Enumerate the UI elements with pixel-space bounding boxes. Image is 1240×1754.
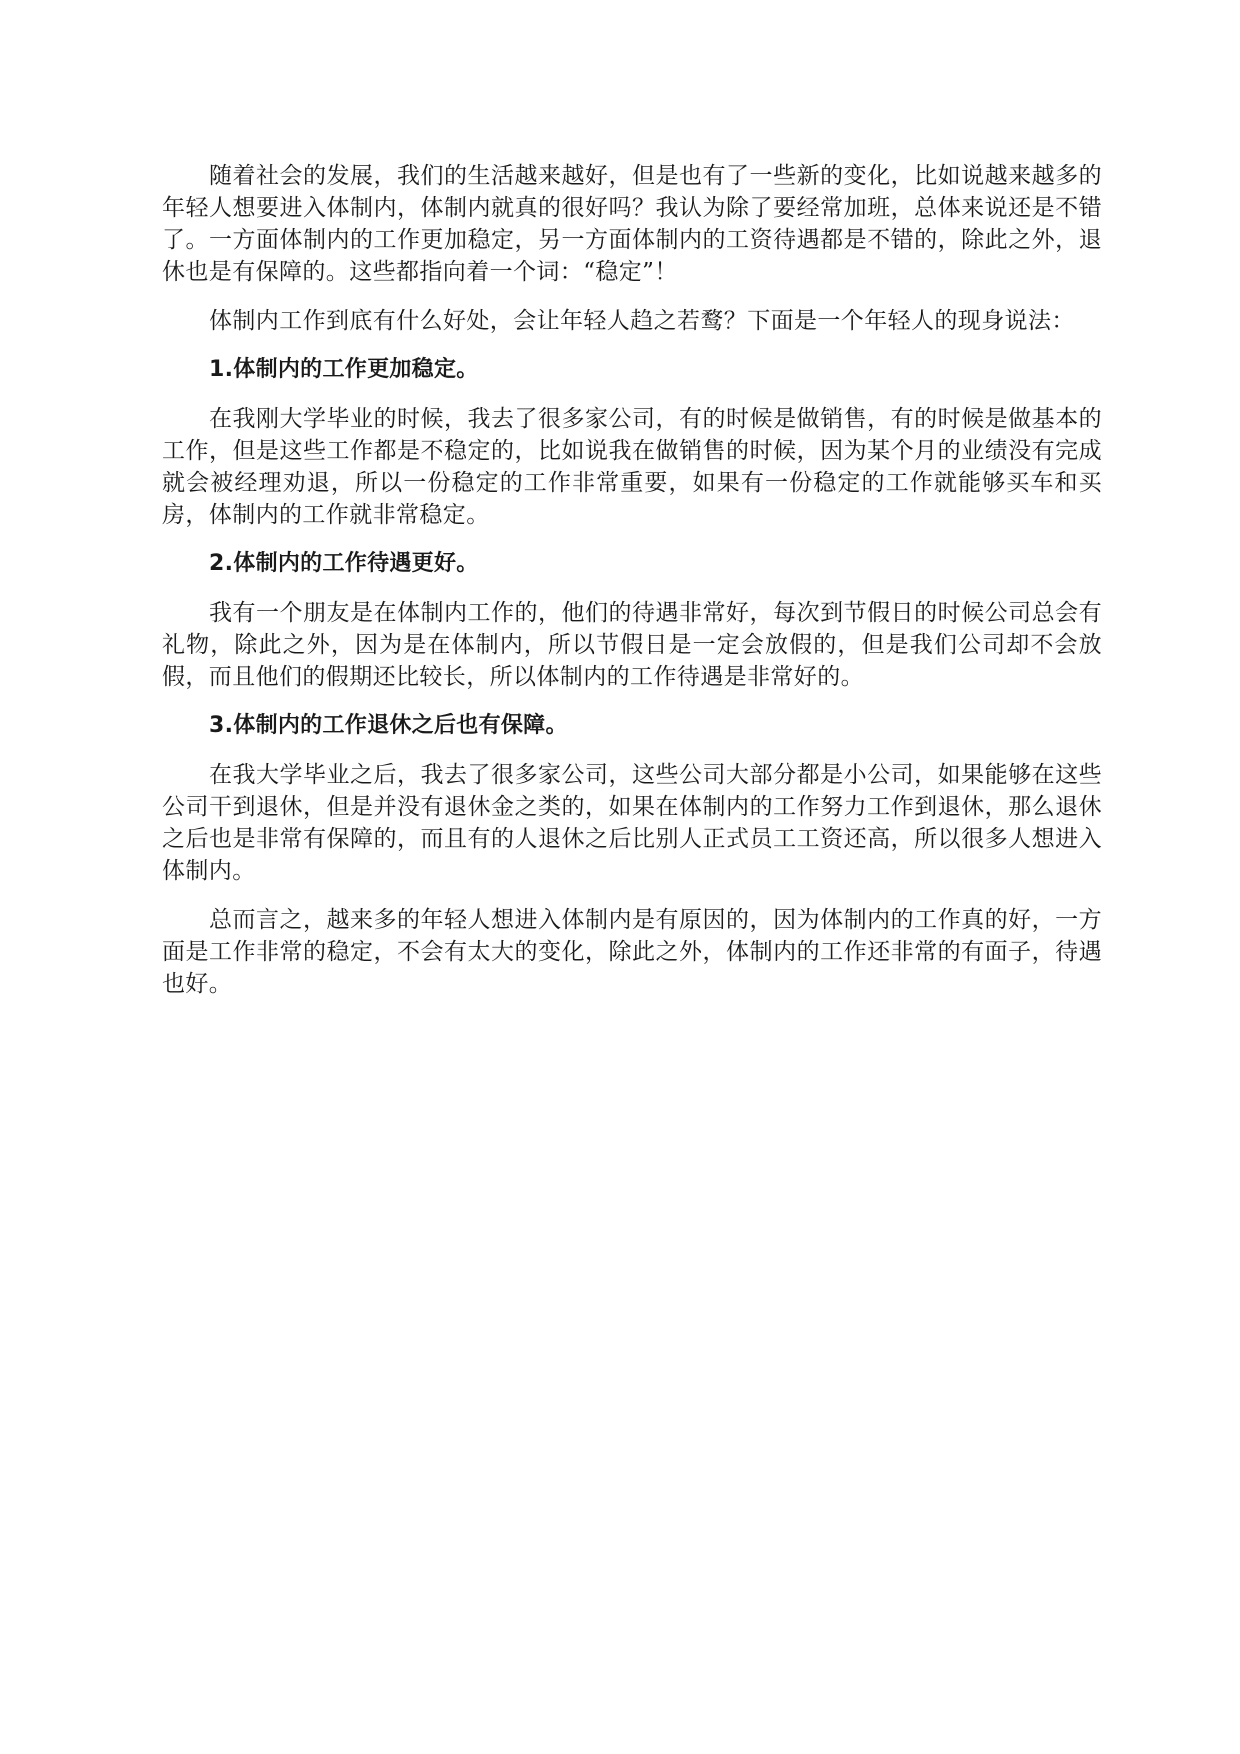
conclusion-paragraph: 总而言之，越来多的年轻人想进入体制内是有原因的，因为体制内的工作真的好，一方面是工作非常的稳定，不会有太大的变化，除此之外，体制内的工作还非常的有面子，待遇也好。 — [162, 907, 1102, 997]
question-paragraph: 体制内工作到底有什么好处，会让年轻人趋之若鹜？下面是一个年轻人的现身说法： — [209, 308, 1075, 334]
section-heading-benefits: 2.体制内的工作待遇更好。 — [209, 551, 479, 576]
section-heading-retirement: 3.体制内的工作退休之后也有保障。 — [209, 713, 568, 738]
stability-paragraph: 在我刚大学毕业的时候，我去了很多家公司，有的时候是做销售，有的时候是做基本的工作，但是这些工作都是不稳定的，比如说我在做销售的时候，因为某个月的业绩没有完成就会被经理劝退，所以一份稳定的工作非常重要，如果有一份稳定的工作就能够买车和买房，体制内的工作就非常稳定。 — [162, 406, 1102, 528]
retirement-paragraph: 在我大学毕业之后，我去了很多家公司，这些公司大部分都是小公司，如果能够在这些公司干到退休，但是并没有退休金之类的，如果在体制内的工作努力工作到退休，那么退休之后也是非常有保障的，而且有的人退休之后比别人正式员工工资还高，所以很多人想进入体制内。 — [162, 762, 1102, 884]
intro-paragraph: 随着社会的发展，我们的生活越来越好，但是也有了一些新的变化，比如说越来越多的年轻人想要进入体制内，体制内就真的很好吗？我认为除了要经常加班，总体来说还是不错了。一方面体制内的工作更加稳定，另一方面体制内的工资待遇都是不错的，除此之外，退休也是有保障的。这些都指向着一个词：“稳定”！ — [162, 163, 1102, 285]
document-body — [162, 160, 1102, 1017]
benefits-paragraph: 我有一个朋友是在体制内工作的，他们的待遇非常好，每次到节假日的时候公司总会有礼物，除此之外，因为是在体制内，所以节假日是一定会放假的，但是我们公司却不会放假，而且他们的假期还比较长，所以体制内的工作待遇是非常好的。 — [162, 600, 1102, 690]
section-heading-stability: 1.体制内的工作更加稳定。 — [209, 357, 479, 382]
